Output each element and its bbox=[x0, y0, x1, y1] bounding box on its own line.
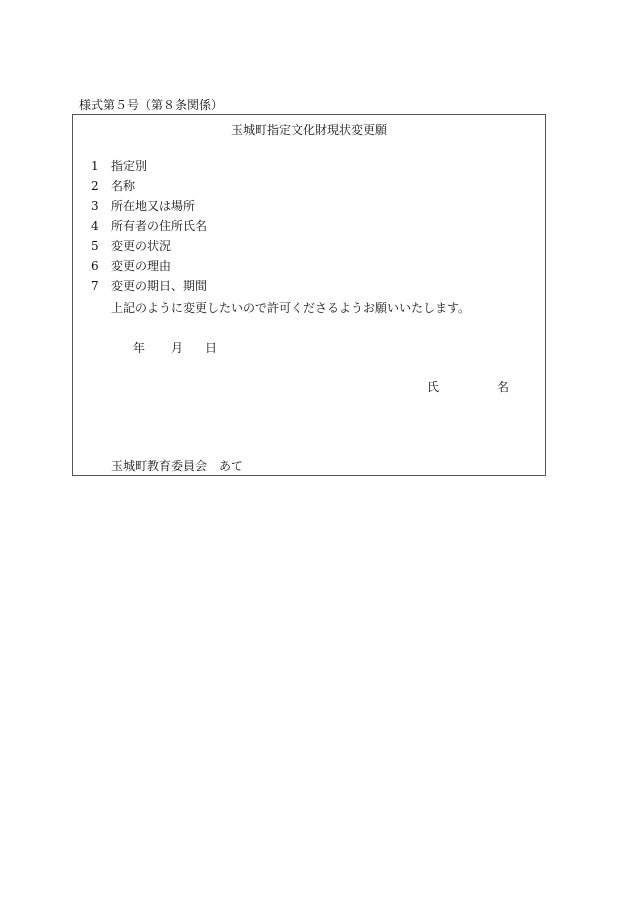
item-label: 名称 bbox=[111, 179, 136, 193]
item-number: 1 bbox=[91, 159, 99, 173]
form-title: 玉城町指定文化財現状変更願 bbox=[230, 123, 387, 137]
name-label-shi: 氏 bbox=[427, 380, 440, 394]
list-item-change-reason bbox=[91, 257, 171, 274]
item-label: 変更の理由 bbox=[111, 259, 172, 273]
date-day-label: 日 bbox=[205, 341, 218, 355]
form-frame bbox=[72, 114, 546, 476]
item-label: 変更の状況 bbox=[111, 239, 172, 253]
item-number: 4 bbox=[91, 219, 99, 233]
date-month-label: 月 bbox=[171, 341, 184, 355]
item-number: 6 bbox=[91, 259, 99, 273]
item-number: 7 bbox=[91, 279, 99, 293]
form-number: 様式第５号（第８条関係） bbox=[79, 98, 224, 112]
item-number: 3 bbox=[91, 199, 99, 213]
list-item-name bbox=[91, 177, 135, 194]
item-label: 変更の期日、期間 bbox=[111, 279, 208, 293]
item-number: 2 bbox=[91, 179, 99, 193]
item-label: 所有者の住所氏名 bbox=[111, 219, 208, 233]
date-year-label: 年 bbox=[133, 341, 146, 355]
name-label-mei: 名 bbox=[497, 380, 510, 394]
list-item-location bbox=[91, 197, 195, 214]
request-text: 上記のように変更したいので許可くださるようお願いいたします。 bbox=[111, 301, 471, 315]
list-item-designation bbox=[91, 157, 147, 174]
item-label: 所在地又は場所 bbox=[111, 199, 196, 213]
list-item-change-status bbox=[91, 237, 171, 254]
addressee: 玉城町教育委員会 あて bbox=[111, 459, 244, 473]
list-item-owner bbox=[91, 217, 207, 234]
item-number: 5 bbox=[91, 239, 99, 253]
item-label: 指定別 bbox=[111, 159, 148, 173]
list-item-change-period bbox=[91, 277, 207, 294]
